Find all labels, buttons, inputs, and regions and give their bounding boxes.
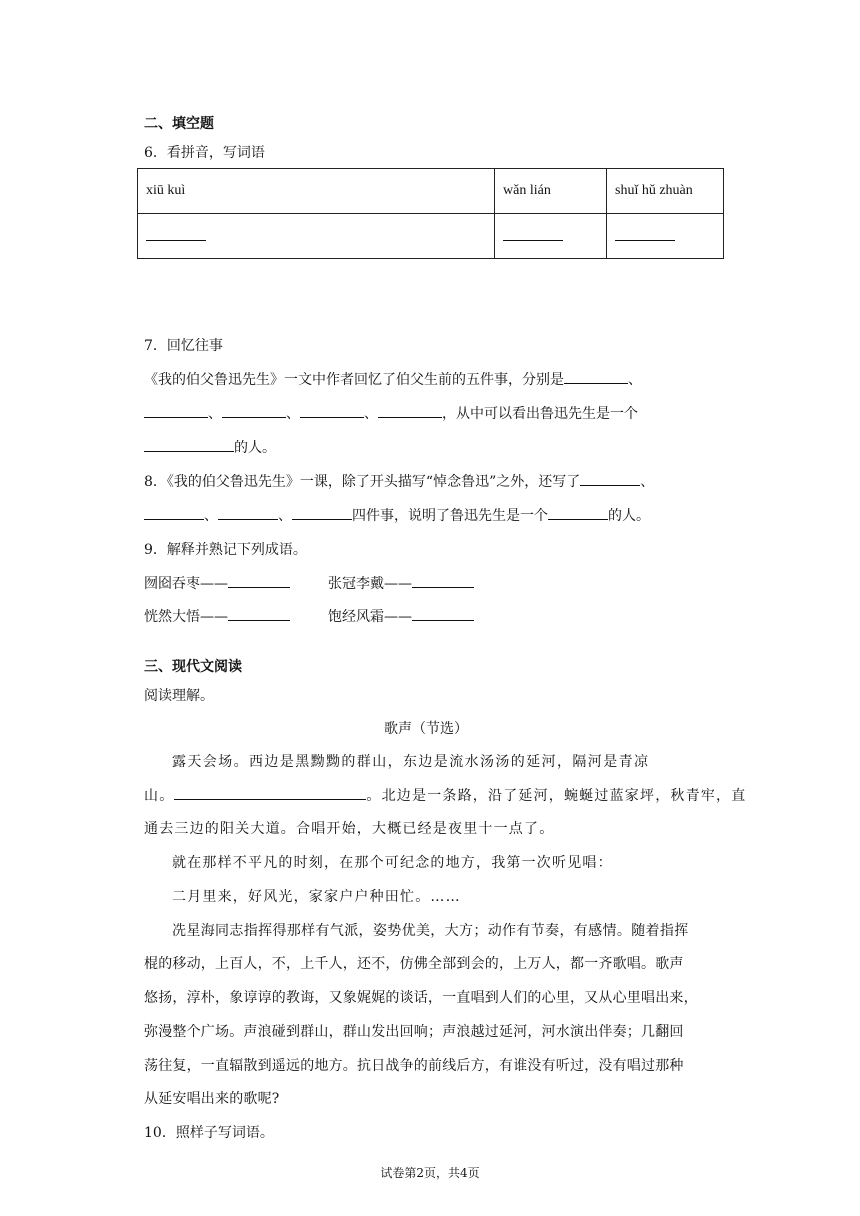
section2-heading: 二、填空题: [144, 116, 214, 132]
passage-text: 山。: [144, 788, 175, 804]
q7-sep: 、: [628, 372, 642, 388]
answer-row: [138, 214, 724, 259]
q7-line3: [144, 437, 276, 457]
answer-blank[interactable]: [503, 226, 563, 241]
passage-p1-line1: 露天会场。西边是黑黝黝的群山，东边是流水汤汤的延河，隔河是青凉: [172, 754, 650, 770]
passage-p4-line2: 棍的移动，上百人，不，上千人，还不，仿佛全部到会的，上万人，都一齐歌唱。歌声: [144, 956, 684, 972]
q6-prompt: 6．看拼音，写词语: [144, 145, 265, 161]
q7-sep: 、: [364, 406, 378, 422]
q9-idiom-4: [328, 606, 474, 626]
q9-idiom-1: [144, 573, 290, 593]
q8-text: 8．《我的伯父鲁迅先生》一课，除了开头描写“悼念鲁迅”之外，还写了: [144, 474, 581, 490]
passage-title: 歌声（节选）: [384, 721, 468, 737]
q8-line1: [144, 471, 654, 491]
answer-blank[interactable]: [615, 226, 675, 241]
q8-blank-2[interactable]: [144, 505, 204, 520]
answer-cell-1[interactable]: [138, 214, 495, 259]
q8-text: 的人。: [608, 508, 650, 524]
q8-text: 四件事，说明了鲁迅先生是一个: [352, 508, 548, 524]
q8-sep: 、: [204, 508, 218, 524]
pinyin-cell-3: shuǐ hǔ zhuàn: [607, 169, 724, 214]
q8-sep: 、: [640, 474, 655, 490]
passage-p1-line3: 通去三边的阳关大道。合唱开始，大概已经是夜里十一点了。: [144, 821, 555, 837]
answer-blank[interactable]: [146, 226, 206, 241]
q8-blank-4[interactable]: [292, 505, 352, 520]
q7-text: 《我的伯父鲁迅先生》一文中作者回忆了伯父生前的五件事，分别是: [144, 372, 564, 388]
passage-text: 。北边是一条路，沿了延河，蜿蜒过蓝家坪，秋青牢，直: [366, 788, 747, 804]
q10-title: 10．照样子写词语。: [144, 1125, 274, 1141]
answer-cell-2[interactable]: [495, 214, 607, 259]
passage-p3: 二月里来，好风光，家家户户种田忙。……: [172, 889, 461, 905]
idiom-text: 恍然大悟——: [144, 609, 228, 625]
pinyin-table: [137, 168, 724, 259]
idiom-text: 囫囵吞枣——: [144, 576, 228, 592]
q7-blank-1[interactable]: [564, 369, 628, 384]
answer-cell-3[interactable]: [607, 214, 724, 259]
q9-idiom-3: [144, 606, 290, 626]
q7-sep: 、: [286, 406, 300, 422]
q7-title: 7．回忆往事: [144, 338, 223, 354]
idiom-blank[interactable]: [228, 606, 290, 621]
idiom-text: 张冠李戴——: [328, 576, 412, 592]
pinyin-cell-1: xiū kuì: [138, 169, 495, 214]
idiom-blank[interactable]: [412, 573, 474, 588]
page-footer: 试卷第2页，共4页: [380, 1166, 480, 1180]
q7-blank-3[interactable]: [222, 403, 286, 418]
q7-blank-4[interactable]: [300, 403, 364, 418]
passage-p2: 就在那样不平凡的时刻，在那个可纪念的地方，我第一次听见唱：: [172, 855, 613, 871]
q7-line2: [144, 403, 638, 423]
idiom-blank[interactable]: [228, 573, 290, 588]
passage-p4-line5: 荡往复，一直辐散到遥远的地方。抗日战争的前线后方，有谁没有听过，没有唱过那种: [144, 1058, 684, 1074]
q7-blank-2[interactable]: [144, 403, 208, 418]
q9-title: 9．解释并熟记下列成语。: [144, 542, 307, 558]
passage-p4-line6: 从延安唱出来的歌呢?: [144, 1091, 280, 1107]
q8-blank-3[interactable]: [218, 505, 278, 520]
q7-line1: [144, 369, 642, 389]
passage-p4-line3: 悠扬，淳朴，象谆谆的教诲，又象娓娓的谈话，一直唱到人们的心里，又从心里唱出来，: [144, 990, 698, 1006]
section3-heading: 三、现代文阅读: [144, 659, 242, 675]
idiom-text: 饱经风霜——: [328, 609, 412, 625]
q8-blank-1[interactable]: [580, 471, 640, 486]
passage-p4-line4: 弥漫整个广场。声浪碰到群山，群山发出回响；声浪越过延河，河水演出伴奏；几翻回: [144, 1024, 684, 1040]
q7-sep: 、: [208, 406, 222, 422]
q8-line2: [144, 505, 650, 525]
q9-idiom-2: [328, 573, 474, 593]
passage-p1-line2: [144, 785, 746, 805]
q7-blank-5[interactable]: [378, 403, 442, 418]
q7-text: 的人。: [234, 440, 276, 456]
passage-p4-line1: 冼星海同志指挥得那样有气派，姿势优美，大方；动作有节奏，有感情。随着指挥: [172, 923, 689, 939]
pinyin-cell-2: wǎn lián: [495, 169, 607, 214]
idiom-blank[interactable]: [412, 606, 474, 621]
q8-sep: 、: [278, 508, 292, 524]
pinyin-row: [138, 169, 724, 214]
q7-text: ，从中可以看出鲁迅先生是一个: [442, 406, 638, 422]
passage-blank[interactable]: [174, 785, 366, 800]
q7-blank-6[interactable]: [144, 437, 234, 452]
section3-intro: 阅读理解。: [144, 688, 214, 704]
q8-blank-5[interactable]: [548, 505, 608, 520]
